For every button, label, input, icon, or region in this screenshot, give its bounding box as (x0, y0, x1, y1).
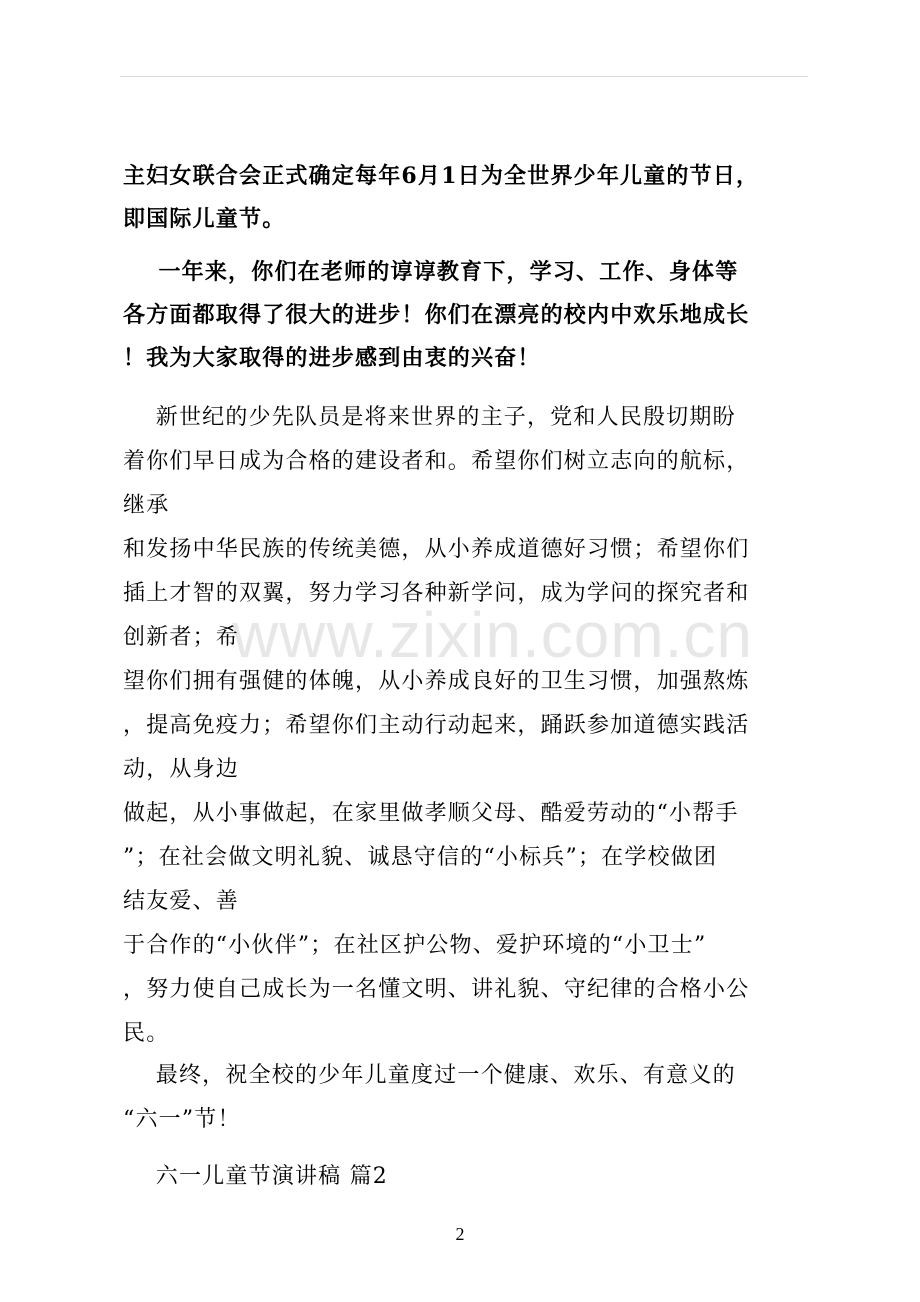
paragraph-closing: 最终，祝全校的少年儿童度过一个健康、欢乐、有意义的 “六一”节！ (123, 1063, 736, 1132)
watermark: www.zixin.com.cn (232, 599, 753, 671)
header-rule (120, 76, 808, 77)
paragraph-progress: 一年来，你们在老师的谆谆教育下，学习、工作、身体等 各方面都取得了很大的进步！你们在漂亮的校内中欢乐地成长 ！我为大家取得的进步感到由衷的兴奋！ (123, 259, 750, 371)
section-heading: 六一儿童节演讲稿 篇2 (123, 1164, 388, 1189)
page-number: 2 (455, 1224, 465, 1244)
paragraph-hopes: 新世纪的少先队员是将来世界的主子，党和人民殷切期盼 着你们早日成为合格的建设者和。希望你们树立志向的航标， 继承 和发扬中华民族的传统美德，从小养成道德好习惯；希望你们 插上才智的双翼，努力学习各种新学问，成为学问的探究者和 创新者；希 望你们拥有强健的体魄，从小养成良好的卫生习惯，加强熬炼 ，提高免疫力；希望你们主动行动起来，踊跃参加道德实践活 动，从身边 做起，从小事做起，在家里做孝顺父母、酷爱劳动的“小帮手 ”；在社会做文明礼貌、诚恳守信的“小标兵”；在学校做团 结友爱、善 于合作的“小伙伴”；在社区护公物、爱护环境的“小卫士” ，努力使自己成长为一名懂文明、讲礼貌、守纪律的合格小公 民。 (123, 405, 750, 1046)
paragraph-intro: 主妇女联合会正式确定每年6月1日为全世界少年儿童的节日， 即国际儿童节。 (123, 163, 760, 232)
